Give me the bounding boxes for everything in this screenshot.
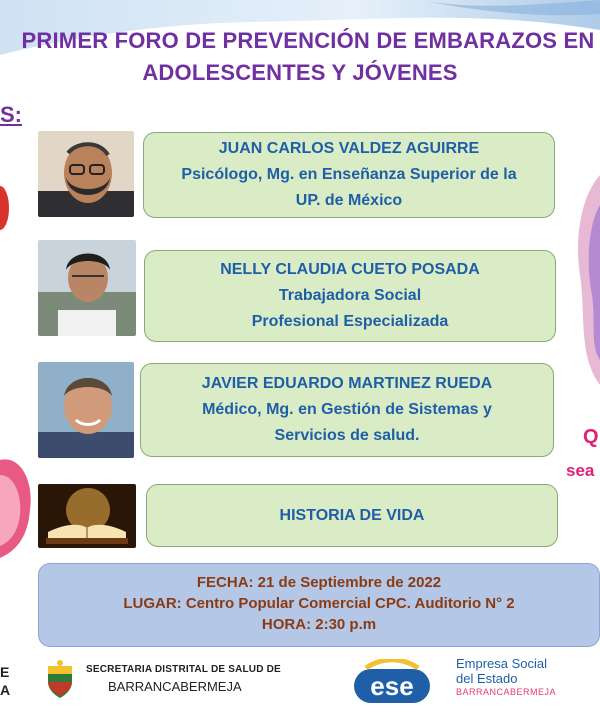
speaker-role-2a: Trabajadora Social [278,287,422,304]
right-decoration [572,175,600,395]
event-date: FECHA: 21 de Septiembre de 2022 [196,574,442,591]
speaker-role-1a: Psicólogo, Mg. en Enseñanza Superior de la [181,166,517,183]
empresa-line3: BARRANCABERMEJA [456,687,557,697]
speaker-role-1b: UP. de México [295,192,403,209]
flower-decoration [0,450,36,560]
left-decoration [0,170,14,240]
empresa-line2: del Estado [456,671,518,686]
secretaria-name-line2: BARRANCABERMEJA [108,679,242,694]
empresa-line1: Empresa Social [456,656,548,671]
side-text-fragment-1: Q [583,426,599,448]
header-wave-decoration [0,0,600,110]
event-time: HORA: 2:30 p.m [261,616,377,633]
story-label: HISTORIA DE VIDA [279,506,425,524]
event-title-line1: PRIMER FORO DE PREVENCIÓN DE EMBARAZOS EN [21,28,595,53]
book-image [38,484,136,548]
speaker-name-3: JAVIER EDUARDO MARTINEZ RUEDA [201,375,493,392]
speaker-card-1 [143,132,555,218]
speaker-role-2b: Profesional Especializada [251,313,449,330]
speaker-photo-2 [38,240,136,336]
speaker-card-3 [140,363,554,457]
event-location: LUGAR: Centro Popular Comercial CPC. Auditorio N° 2 [123,595,515,612]
ese-logo [352,659,432,705]
story-card [146,484,558,547]
speaker-role-3a: Médico, Mg. en Gestión de Sistemas y [202,401,492,418]
left-logo-fragment-e: E [0,664,10,680]
speaker-name-2: NELLY CLAUDIA CUETO POSADA [220,261,480,278]
event-title-line2: ADOLESCENTES Y JÓVENES [142,60,458,85]
event-info-box [38,563,600,647]
speaker-role-3b: Servicios de salud. [274,427,420,444]
ese-logo-text: ese [370,671,414,701]
coat-of-arms-icon [44,660,76,700]
speaker-card-2 [144,250,556,342]
speaker-name-1: JUAN CARLOS VALDEZ AGUIRRE [218,140,480,157]
left-logo-fragment-a: A [0,682,11,698]
speaker-photo-3 [38,362,134,458]
side-text-fragment-2: sea [566,461,595,480]
speaker-photo-1 [38,131,134,217]
secretaria-name-line1: SECRETARIA DISTRITAL DE SALUD DE [86,664,281,675]
section-heading-fragment: S: [0,102,22,127]
